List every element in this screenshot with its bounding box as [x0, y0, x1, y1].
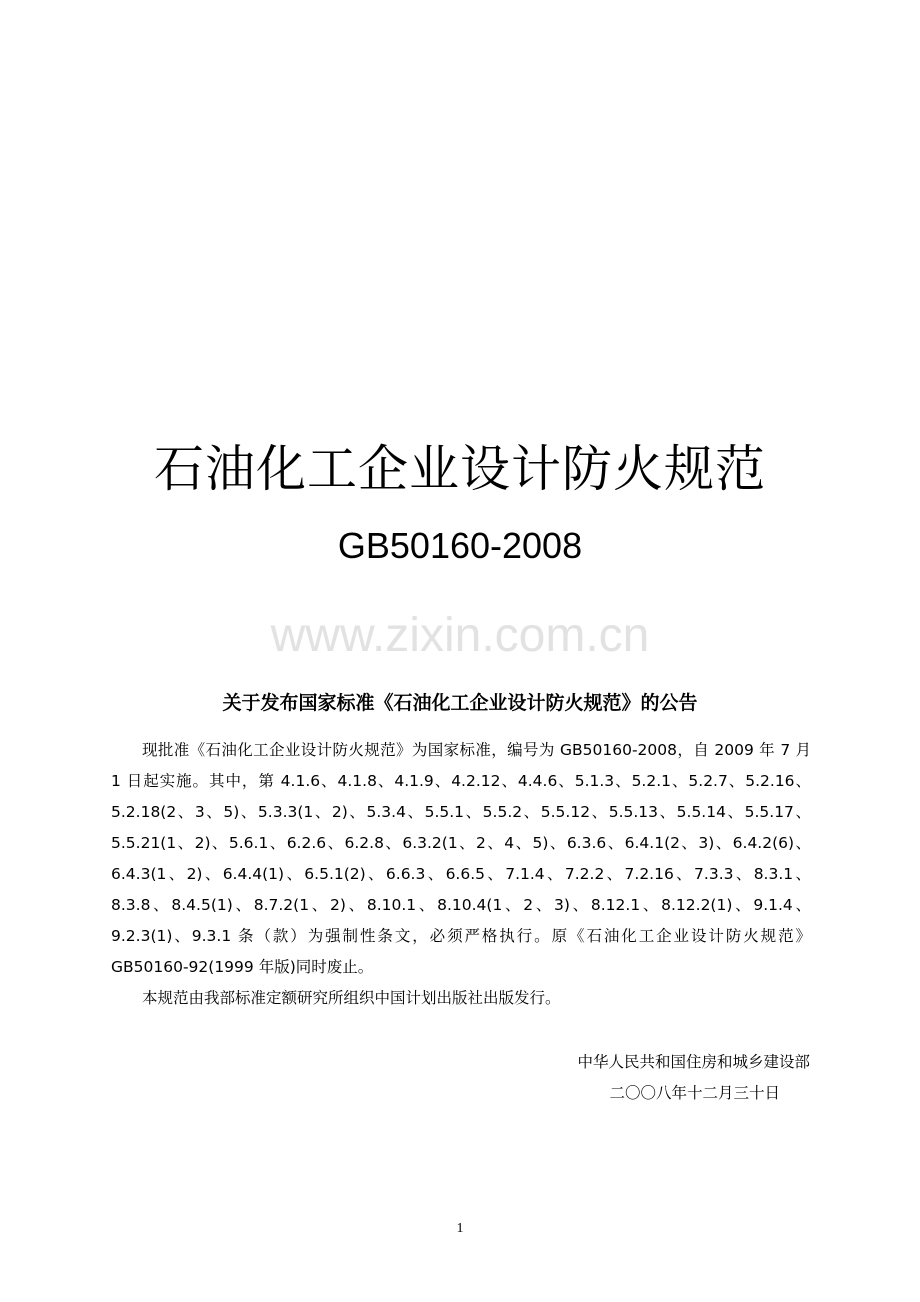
notice-paragraph-approval: 现批准《石油化工企业设计防火规范》为国家标准，编号为 GB50160-2008，自 2009 年 7 月 1 日起实施。其中，第 4.1.6、4.1.8、4.1.9、4.2.12、4.4.6、5.1.3、5.2.1、5.2.7、5.2.16、5.2.18(2、3、5)、5.3.3(1、2)、5.3.4、5.5.1、5.5.2、5.5.12、5.5.13、5.5.14、5.5.17、5.5.21(1、2)、5.6.1、6.2.6、6.2.8、6.3.2(1、2、4、5)、6.3.6、6.4.1(2、3)、6.4.2(6)、6.4.3(1、2)、6.4.4(1)、6.5.1(2)、6.6.3、6.6.5、7.1.4、7.2.2、7.2.16、7.3.3、8.3.1、8.3.8、8.4.5(1)、8.7.2(1、2)、8.10.1、8.10.4(1、2、3)、8.12.1、8.12.2(1)、9.1.4、9.2.3(1)、9.3.1 条（款）为强制性条文，必须严格执行。原《石油化工企业设计防火规范》GB50160-92(1999 年版)同时废止。	[111, 741, 811, 976]
document-title: 石油化工企业设计防火规范	[154, 440, 766, 498]
signature-organization: 中华人民共和国住房和城乡建设部	[577, 1053, 810, 1071]
signature-block	[480, 1047, 810, 1109]
standard-code: GB50160-2008	[337, 525, 583, 566]
signature-date: 二〇〇八年十二月三十日	[609, 1084, 780, 1102]
page-number: 1	[456, 1221, 464, 1236]
notice-body	[111, 735, 811, 1014]
notice-paragraph-publisher: 本规范由我部标准定额研究所组织中国计划出版社出版发行。	[142, 989, 561, 1007]
notice-title: 关于发布国家标准《石油化工企业设计防火规范》的公告	[222, 692, 698, 714]
watermark: www.zixin.com.cn	[270, 609, 650, 662]
